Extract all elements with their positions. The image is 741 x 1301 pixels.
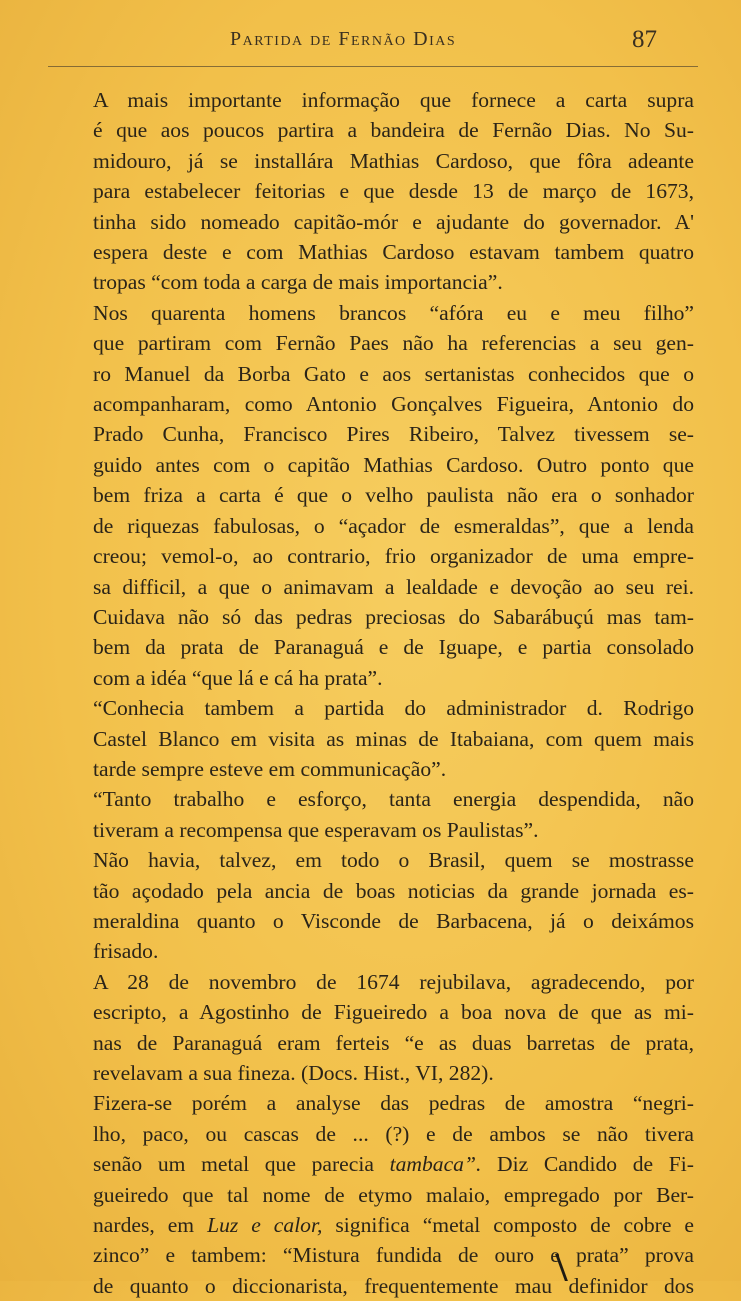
paragraph-4 [47, 784, 694, 845]
text-line: lho, paco, ou cascas de ... (?) e de ambos se não tivera [93, 1121, 694, 1146]
text-line: com a idéa “que lá e cá ha prata”. [93, 665, 383, 690]
text-line: ro Manuel da Borba Gato e aos sertanistas conhecidos que o [93, 361, 694, 386]
text-line: midouro, já se installára Mathias Cardoso, que fôra adeante [93, 148, 694, 173]
text-line: zinco” e tambem: “Mistura fundida de ouro e prata” prova [93, 1243, 694, 1268]
italic-term: tambaca”. [389, 1152, 482, 1177]
paragraph-7 [47, 1088, 694, 1301]
text-line: Nos quarenta homens brancos “afóra eu e meu filho” [93, 300, 694, 325]
header-rule [48, 66, 698, 67]
text-line: “Conhecia tambem a partida do administrador d. Rodrigo [93, 696, 694, 721]
paragraph-3 [47, 693, 694, 784]
text-line: de riquezas fabulosas, o “açador de esmeraldas”, que a lenda [93, 513, 694, 538]
text-line: tiveram a recompensa que esperavam os Paulistas”. [93, 817, 539, 842]
text-line: A 28 de novembro de 1674 rejubilava, agradecendo, por [93, 969, 694, 994]
page-number: 87 [632, 26, 657, 53]
text-segment: nardes, em [93, 1213, 208, 1238]
paragraph-5 [47, 845, 694, 967]
text-line: Castel Blanco em visita as minas de Itabaiana, com quem mais [93, 726, 694, 751]
text-line: Fizera-se porém a analyse das pedras de amostra “negri- [93, 1091, 694, 1116]
paragraph-1 [47, 85, 694, 298]
text-line: Cuidava não só das pedras preciosas do Sabarábuçú mas tam- [93, 604, 694, 629]
text-line: Prado Cunha, Francisco Pires Ribeiro, Talvez tivessem se- [93, 422, 694, 447]
text-line: tinha sido nomeado capitão-mór e ajudante do governador. A' [93, 209, 694, 234]
paragraph-6 [47, 967, 694, 1089]
text-line: bem da prata de Paranaguá e de Iguape, e partia consolado [93, 635, 694, 660]
text-line: Não havia, talvez, em todo o Brasil, quem se mostrasse [93, 848, 694, 873]
text-line: revelavam a sua fineza. (Docs. Hist., VI, 282). [93, 1061, 494, 1085]
text-line: A mais importante informação que fornece a carta supra [93, 88, 694, 112]
text-segment: senão um metal que parecia [93, 1152, 390, 1177]
text-line: frisado. [93, 939, 159, 964]
text-line: gueiredo que tal nome de etymo malaio, empregado por Ber- [93, 1182, 694, 1207]
text-line: tão açodado pela ancia de boas noticias da grande jornada es- [93, 878, 694, 903]
text-line: é que aos poucos partira a bandeira de Fernão Dias. No Su- [93, 118, 694, 143]
paragraph-2 [47, 298, 694, 693]
text-line: nas de Paranaguá eram ferteis “e as duas barretas de prata, [93, 1030, 694, 1055]
text-segment: significa “metal composto de cobre e [322, 1213, 695, 1238]
italic-term: Luz e calor, [207, 1213, 323, 1238]
text-line: tarde sempre esteve em communicação”. [93, 756, 447, 781]
text-segment: Diz Candido de Fi- [481, 1152, 694, 1177]
text-line: guido antes com o capitão Mathias Cardoso. Outro ponto que [93, 452, 694, 477]
text-line: “Tanto trabalho e esforço, tanta energia despendida, não [93, 787, 694, 812]
running-title: Partida de Fernão Dias [230, 28, 457, 50]
text-line: bem friza a carta é que o velho paulista não era o sonhador [93, 483, 694, 508]
text-line-mixed [47, 1149, 694, 1179]
text-line: escripto, a Agostinho de Figueiredo a boa nova de que as mi- [93, 1000, 694, 1025]
text-line: que partiram com Fernão Paes não ha referencias a seu gen- [93, 331, 694, 356]
text-line: sa difficil, a que o animavam a lealdade e devoção ao seu rei. [93, 574, 694, 599]
page-header [0, 22, 741, 62]
text-line-mixed [47, 1210, 694, 1240]
text-line: creou; vemol-o, ao contrario, frio organizador de uma empre- [93, 544, 694, 569]
text-line: tropas “com toda a carga de mais importancia”. [93, 270, 503, 295]
text-line: para estabelecer feitorias e que desde 13 de março de 1673, [93, 179, 694, 204]
text-line: de quanto o diccionarista, frequentemente mau definidor dos [93, 1273, 694, 1298]
text-line: espera deste e com Mathias Cardoso estavam tambem quatro [93, 240, 694, 265]
text-line: meraldina quanto o Visconde de Barbacena, já o deixámos [93, 908, 694, 933]
text-line: acompanharam, como Antonio Gonçalves Figueira, Antonio do [93, 392, 694, 417]
page-body [47, 85, 694, 1301]
